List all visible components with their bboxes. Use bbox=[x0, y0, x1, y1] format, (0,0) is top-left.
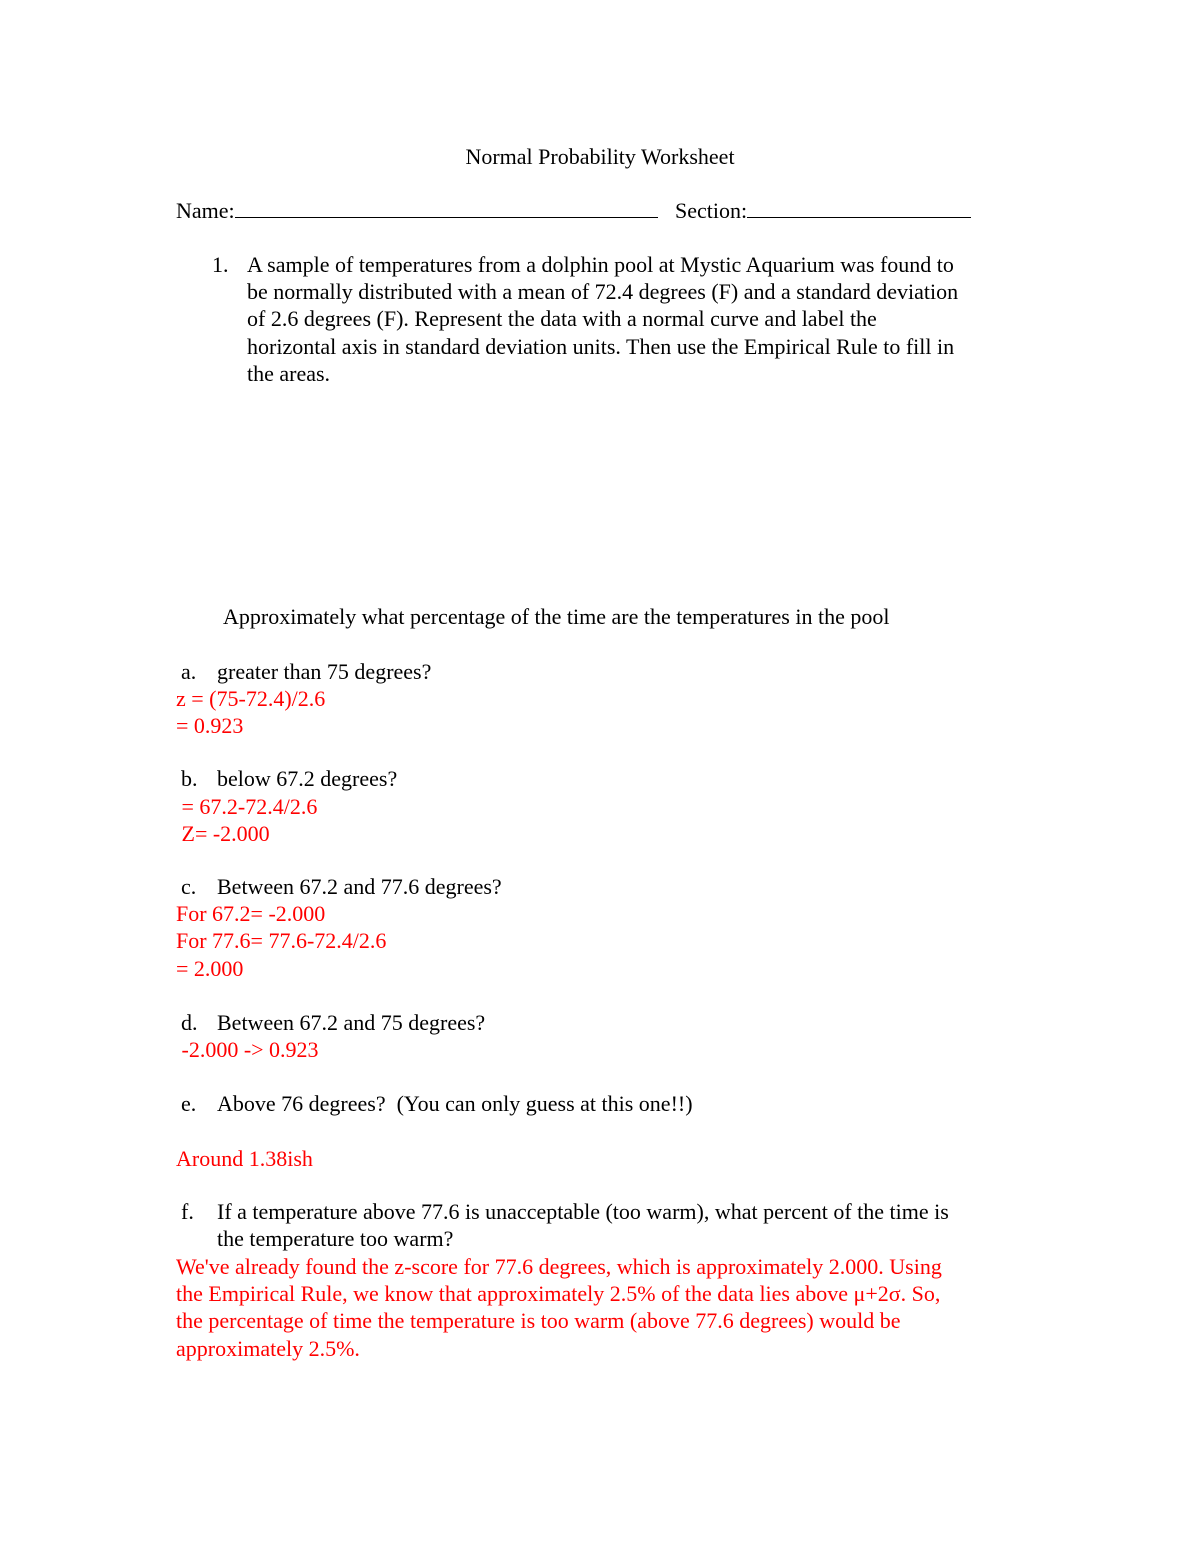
question-text: Above 76 degrees? (You can only guess at this one!!) bbox=[217, 1091, 693, 1116]
question-text: If a temperature above 77.6 is unacceptable (too warm), what percent of the time is bbox=[217, 1199, 949, 1224]
name-field[interactable] bbox=[235, 197, 658, 218]
question-label: f. bbox=[181, 1199, 194, 1224]
answer-line: = 2.000 bbox=[176, 956, 244, 981]
problem-number: 1. bbox=[212, 252, 229, 277]
problem-text bbox=[247, 251, 958, 387]
page-title: Normal Probability Worksheet bbox=[465, 144, 735, 169]
name-row bbox=[176, 197, 658, 224]
answer-line: the Empirical Rule, we know that approximately 2.5% of the data lies above μ+2σ. So, bbox=[176, 1281, 941, 1306]
problem-line: be normally distributed with a mean of 72.4 degrees (F) and a standard deviation bbox=[247, 279, 959, 305]
question-text: Between 67.2 and 75 degrees? bbox=[217, 1010, 486, 1035]
question-text: below 67.2 degrees? bbox=[217, 766, 398, 791]
problem-line: horizontal axis in standard deviation units. Then use the Empirical Rule to fill in bbox=[247, 333, 955, 359]
question-label: e. bbox=[181, 1091, 197, 1116]
question-label: a. bbox=[181, 659, 197, 684]
answer-line: We've already found the z-score for 77.6 degrees, which is approximately 2.000. Using bbox=[176, 1254, 942, 1279]
question-label: b. bbox=[181, 766, 198, 791]
question-text: greater than 75 degrees? bbox=[217, 659, 432, 684]
problem-line: the areas. bbox=[247, 360, 331, 386]
problem-line: of 2.6 degrees (F). Represent the data with a normal curve and label the bbox=[247, 306, 877, 332]
prompt-text: Approximately what percentage of the time are the temperatures in the pool bbox=[223, 604, 890, 629]
answer-line: For 67.2= -2.000 bbox=[176, 901, 326, 926]
answer-line: Around 1.38ish bbox=[176, 1146, 313, 1171]
answer-line: approximately 2.5%. bbox=[176, 1336, 360, 1361]
question-label: c. bbox=[181, 874, 197, 899]
answer-line: Z= -2.000 bbox=[176, 821, 270, 846]
section-label: Section: bbox=[675, 198, 748, 223]
question-text: the temperature too warm? bbox=[217, 1226, 454, 1251]
answer-line: z = (75-72.4)/2.6 bbox=[176, 686, 326, 711]
answer-line: -2.000 -> 0.923 bbox=[176, 1037, 319, 1062]
section-row bbox=[675, 197, 971, 224]
answer-line: = 0.923 bbox=[176, 713, 244, 738]
answer-line: the percentage of time the temperature is too warm (above 77.6 degrees) would be bbox=[176, 1308, 901, 1333]
name-label: Name: bbox=[176, 198, 235, 223]
answer-line: For 77.6= 77.6-72.4/2.6 bbox=[176, 928, 387, 953]
section-field[interactable] bbox=[747, 197, 971, 218]
answer-line: = 67.2-72.4/2.6 bbox=[176, 794, 318, 819]
question-text: Between 67.2 and 77.6 degrees? bbox=[217, 874, 502, 899]
problem-line: A sample of temperatures from a dolphin pool at Mystic Aquarium was found to bbox=[247, 252, 954, 277]
question-label: d. bbox=[181, 1010, 198, 1035]
